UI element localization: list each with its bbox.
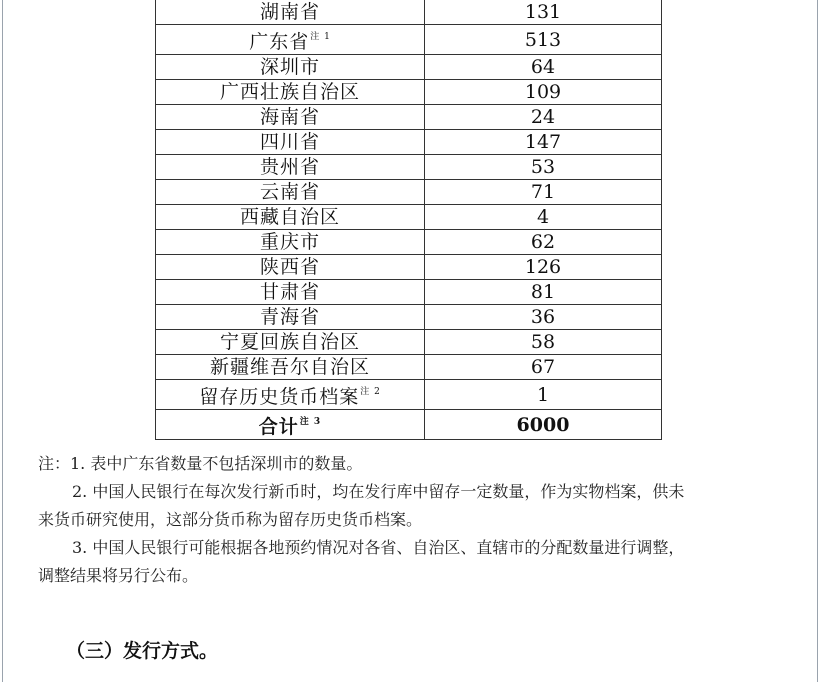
table-row [156,105,662,130]
region-name: 海南省 [259,106,320,128]
table-row [156,25,662,55]
quantity-cell: 36 [425,305,662,330]
region-cell [156,330,425,355]
quantity-cell: 64 [425,55,662,80]
quantity-cell: 513 [425,25,662,55]
table-row [156,330,662,355]
region-cell [156,205,425,230]
note-1: 注：1. 表中广东省数量不包括深圳市的数量。 [38,454,363,473]
footnote-marker: 注 2 [360,387,381,397]
note-3-line-1: 3. 中国人民银行可能根据各地预约情况对各省、自治区、直辖市的分配数量进行调整， [72,538,685,557]
region-cell [156,80,425,105]
region-cell [156,380,425,410]
region-cell [156,25,425,55]
table-row [156,355,662,380]
table-row [156,280,662,305]
region-name: 重庆市 [259,231,320,253]
table-row [156,180,662,205]
quantity-cell: 126 [425,255,662,280]
total-row [156,410,662,440]
region-name: 青海省 [259,306,320,328]
table-row [156,55,662,80]
footnote-marker: 注 1 [310,32,331,42]
quantity-cell: 67 [425,355,662,380]
region-cell [156,180,425,205]
region-name: 四川省 [259,131,320,153]
table-row [156,205,662,230]
region-cell [156,280,425,305]
total-value: 6000 [425,410,662,440]
region-name: 深圳市 [259,56,320,78]
footnote-marker: 注 3 [299,417,322,427]
total-label-cell [156,410,425,440]
region-name: 云南省 [259,181,320,203]
region-name: 西藏自治区 [239,206,340,228]
table-row [156,380,662,410]
quantity-cell: 4 [425,205,662,230]
table-row [156,155,662,180]
quantity-cell: 24 [425,105,662,130]
quantity-cell: 131 [425,0,662,25]
page-border-left [2,0,3,682]
table-row [156,0,662,25]
region-cell [156,55,425,80]
quantity-cell: 81 [425,280,662,305]
table-row [156,80,662,105]
region-cell [156,230,425,255]
region-cell [156,355,425,380]
region-cell [156,155,425,180]
allocation-table [155,0,662,440]
section-heading: （三）发行方式。 [66,640,219,662]
total-label: 合计 [258,416,299,438]
quantity-cell: 62 [425,230,662,255]
quantity-cell: 71 [425,180,662,205]
region-name: 宁夏回族自治区 [219,331,360,353]
quantity-cell: 53 [425,155,662,180]
table-row [156,255,662,280]
region-name: 广西壮族自治区 [219,81,360,103]
region-cell [156,255,425,280]
note-2-line-2: 来货币研究使用，这部分货币称为留存历史货币档案。 [38,510,423,529]
region-cell [156,0,425,25]
table-row [156,130,662,155]
table-notes [38,450,798,590]
page-border-right [817,0,818,682]
quantity-cell: 58 [425,330,662,355]
region-name: 新疆维吾尔自治区 [209,356,370,378]
quantity-cell: 109 [425,80,662,105]
quantity-cell: 147 [425,130,662,155]
note-3-line-2: 调整结果将另行公布。 [38,566,199,585]
region-cell [156,105,425,130]
table-row [156,230,662,255]
region-name: 广东省 [249,31,310,53]
quantity-cell: 1 [425,380,662,410]
region-cell [156,305,425,330]
region-name: 甘肃省 [259,281,320,303]
table-row [156,305,662,330]
region-name: 留存历史货币档案 [199,386,360,408]
note-2-line-1: 2. 中国人民银行在每次发行新币时，均在发行库中留存一定数量，作为实物档案，供未 [72,482,685,501]
region-cell [156,130,425,155]
region-name: 贵州省 [259,156,320,178]
region-name: 陕西省 [259,256,320,278]
region-name: 湖南省 [259,1,320,23]
